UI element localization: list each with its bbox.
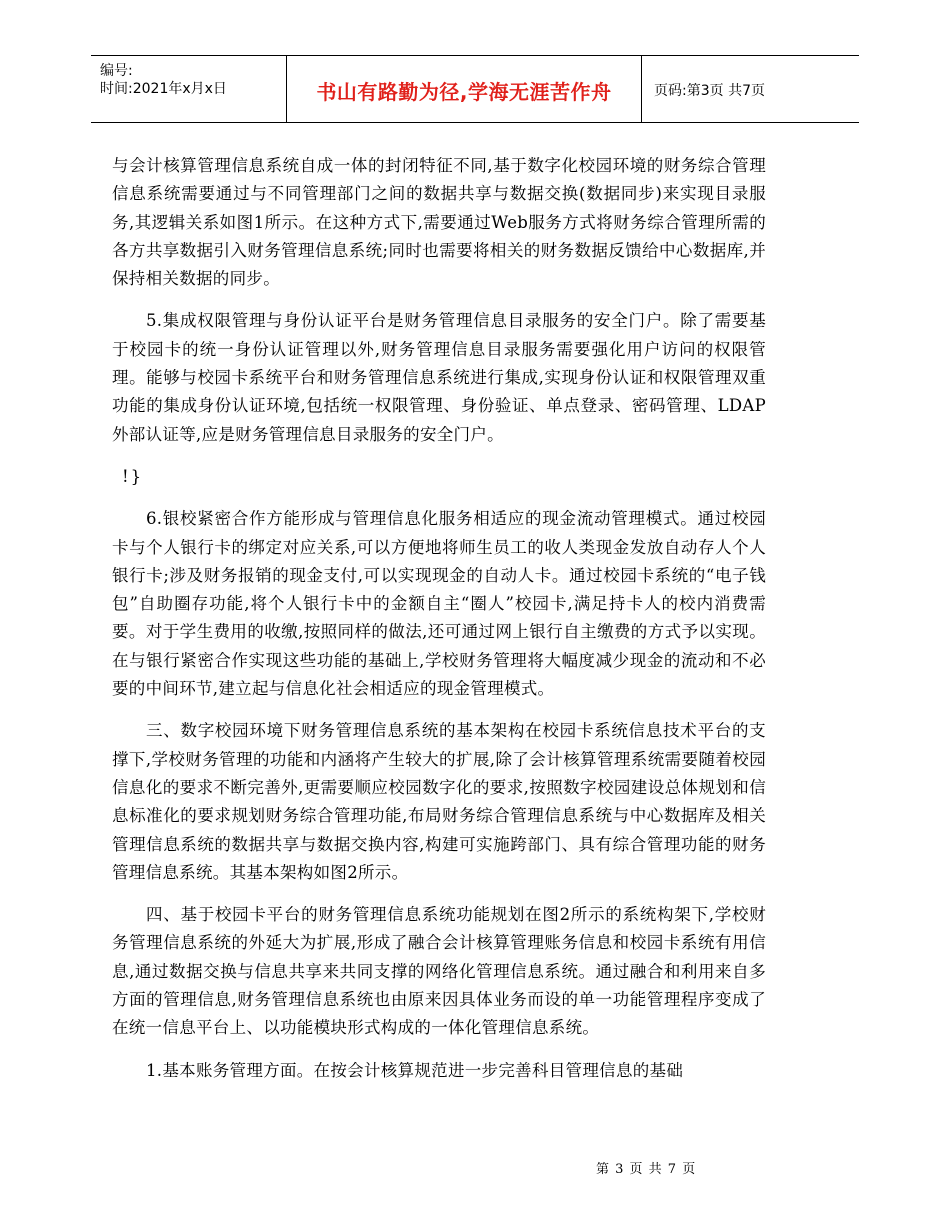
page-header	[91, 55, 859, 123]
paragraph-directory-service: 与会计核算管理信息系统自成一体的封闭特征不同,基于数字化校园环境的财务综合管理信息系统需要通过与不同管理部门之间的数据共享与数据交换(数据同步)来实现目录服务,其逻辑关系如图1所示。在这种方式下,需要通过Web服务方式将财务综合管理所需的各方共享数据引入财务管理信息系统;同时也需要将相关的财务数据反馈给中心数据库,并保持相关数据的同步。	[112, 156, 766, 289]
header-info-cell	[91, 56, 287, 122]
paragraph-basic-accounting: 1.基本账务管理方面。在按会计核算规范进一步完善科目管理信息的基础	[146, 1060, 684, 1080]
document-time-label: 时间:2021年x月x日	[100, 81, 227, 97]
page-footer: 第 3 页 共 7 页	[596, 1162, 696, 1177]
paragraph-stray-symbol: !}	[122, 466, 144, 486]
header-page-cell	[642, 56, 859, 122]
paragraph-bank-cooperation: 6.银校紧密合作方能形成与管理信息化服务相适应的现金流动管理模式。通过校园卡与个人银行卡的绑定对应关系,可以方便地将师生员工的收人类现金发放自动存人个人银行卡;涉及财务报销的现金支付,可以实现现金的自动人卡。通过校园卡系统的“电子钱包”自助圈存功能,将个人银行卡中的金额自主“圈人”校园卡,满足持卡人的校内消费需要。对于学生费用的收缴,按照同样的做法,还可通过网上银行自主缴费的方式予以实现。在与银行紧密合作实现这些功能的基础上,学校财务管理将大幅度减少现金的流动和不必要的中间环节,建立起与信息化社会相适应的现金管理模式。	[112, 509, 766, 699]
paragraph-section-four: 四、基于校园卡平台的财务管理信息系统功能规划在图2所示的系统构架下,学校财务管理信息系统的外延大为扩展,形成了融合会计核算管理账务信息和校园卡系统有用信息,通过数据交换与信息共享来共同支撑的网络化管理信息系统。通过融合和利用来自多方面的管理信息,财务管理信息系统也由原来因具体业务而设的单一功能管理程序变成了在统一信息平台上、以功能模块形式构成的一体化管理信息系统。	[112, 905, 766, 1038]
paragraph-section-three: 三、数字校园环境下财务管理信息系统的基本架构在校园卡系统信息技术平台的支撑下,学校财务管理的功能和内涵将产生较大的扩展,除了会计核算管理系统需要随着校园信息化的要求不断完善外,更需要顺应校园数字化的要求,按照数字校园建设总体规划和信息标准化的要求规划财务综合管理功能,布局财务综合管理信息系统与中心数据库及相关管理信息系统的数据共享与数据交换内容,构建可实施跨部门、具有综合管理功能的财务管理信息系统。其基本架构如图2所示。	[112, 721, 766, 882]
header-motto: 书山有路勤为径,学海无涯苦作舟	[316, 80, 612, 104]
header-motto-cell	[287, 56, 642, 122]
paragraph-identity-auth: 5.集成权限管理与身份认证平台是财务管理信息目录服务的安全门户。除了需要基于校园卡的统一身份认证管理以外,财务管理信息目录服务需要强化用户访问的权限管理。能够与校园卡系统平台和财务管理信息系统进行集成,实现身份认证和权限管理双重功能的集成身份认证环境,包括统一权限管理、身份验证、单点登录、密码管理、LDAP外部认证等,应是财务管理信息目录服务的安全门户。	[112, 311, 766, 444]
document-number-label: 编号:	[100, 63, 133, 79]
header-page-number: 页码:第3页 共7页	[654, 83, 765, 99]
document-body	[112, 152, 766, 1099]
